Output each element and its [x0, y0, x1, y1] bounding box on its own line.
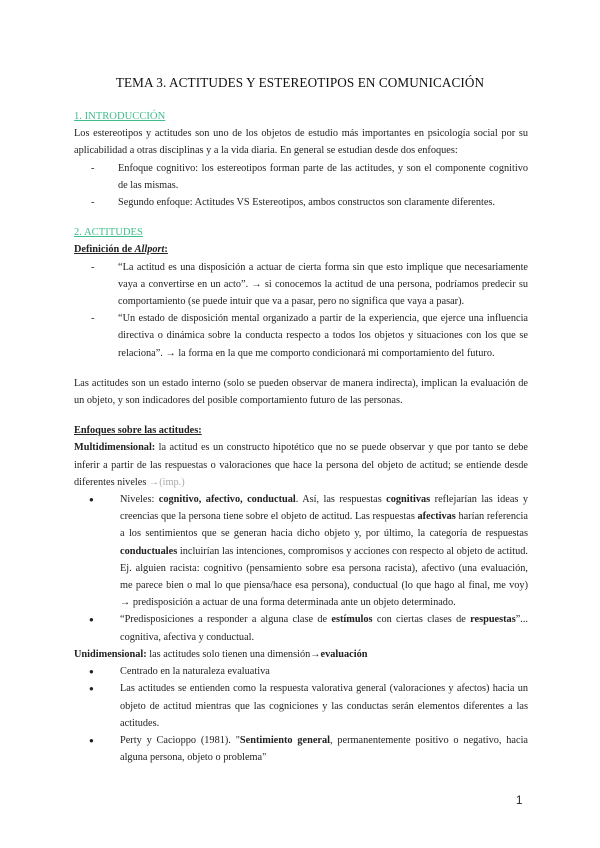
definition-heading: Definición de Allport:	[74, 244, 168, 256]
unidimensional-paragraph: Unidimensional: las actitudes solo tienen una dimensión→evaluación	[74, 648, 368, 660]
intro-paragraph: Los estereotipos y actitudes son uno de los objetos de estudio más importantes en psicología social por su aplicabilidad a otras disciplinas y a la vida diaria. En general se estudian desde dos enfoques:	[74, 128, 528, 157]
approaches-heading: Enfoques sobre las actitudes:	[74, 425, 202, 437]
multidimensional-paragraph: Multidimensional: la actitud es un constructo hipotético que no se puede observar y que por tanto se debe inferir a partir de las respuestas o valoraciones que hace la persona del objeto de actitud; se entiende desde diferentes niveles →(imp.)	[74, 442, 528, 488]
document-body	[74, 108, 528, 766]
definition-author: Allport	[134, 244, 165, 256]
section-heading-introduccion: 1. INTRODUCCIÓN	[74, 111, 166, 122]
summary-paragraph: Las actitudes son un estado interno (solo se pueden observar de manera indirecta), implican la evaluación de un objeto, y son indicadores del posible comportamiento futuro de las personas.	[74, 377, 528, 407]
importance-note: →(imp.)	[148, 476, 185, 488]
quote-item: - “Un estado de disposición mental organizado a partir de la experiencia, que ejerce una influencia directiva o dinámica sobre la conducta respecto a todos los objetos y situaciones con los que se relaciona”. → la forma en la que me comporto condicionará mi comportamiento del futuro.	[91, 310, 528, 362]
multidimensional-label: Multidimensional:	[74, 442, 156, 454]
list-item: - Segundo enfoque: Actitudes VS Estereotipos, ambos constructos son claramente diferentes.	[91, 194, 528, 211]
bullet-item: ● Centrado en la naturaleza evaluativa	[89, 663, 528, 680]
bullet-item: ● “Predisposiciones a responder a alguna clase de estímulos con ciertas clases de respuestas”... cognitiva, afectiva y conductual.	[89, 611, 528, 645]
bullet-item: ● Las actitudes se entienden como la respuesta valorativa general (valoraciones y afectos) hacia un objeto de actitud mientras que las cogniciones y las conductas serán elementos diferentes a las actitudes.	[89, 680, 528, 732]
quote-item: - “La actitud es una disposición a actuar de cierta forma sin que esto implique que necesariamente vaya a convertirse en un acto”. → si conocemos la actitud de una persona, podríamos predecir su comportamiento (se puede intuir que va a pasar, pero no significa que vaya a pasar).	[91, 259, 528, 311]
unidimensional-label: Unidimensional:	[74, 648, 147, 660]
bullet-item: ● Niveles: cognitivo, afectivo, conductual. Así, las respuestas cognitivas reflejarían las ideas y creencias que la persona tiene sobre el objeto de actitud. Las respuestas afectivas harían referencia a los sentimientos que se generan hacia dicho objeto y, por último, la categoría de respuestas conductuales incluirían las intenciones, compromisos y acciones con respecto al objeto de actitud. Ej. alguien racista: cognitivo (pensamiento sobre esa persona racista), afectivo (una evaluación, me parece bien o mal lo que piensa/hace esa persona), conductual (lo que hago al final, me voy) → predisposición a actuar de una forma determinada ante un objeto determinado.	[89, 491, 528, 611]
list-item: - Enfoque cognitivo: los estereotipos forman parte de las actitudes, y son el componente cognitivo de las mismas.	[91, 160, 528, 194]
document-title: TEMA 3. ACTITUDES Y ESTEREOTIPOS EN COMUNICACIÓN	[115, 75, 485, 90]
bullet-item: ● Perty y Cacioppo (1981). "Sentimiento general, permanentemente positivo o negativo, hacia alguna persona, objeto o problema"	[89, 732, 528, 766]
section-heading-actitudes: 2. ACTITUDES	[74, 227, 143, 239]
page-number: 1	[516, 795, 523, 807]
